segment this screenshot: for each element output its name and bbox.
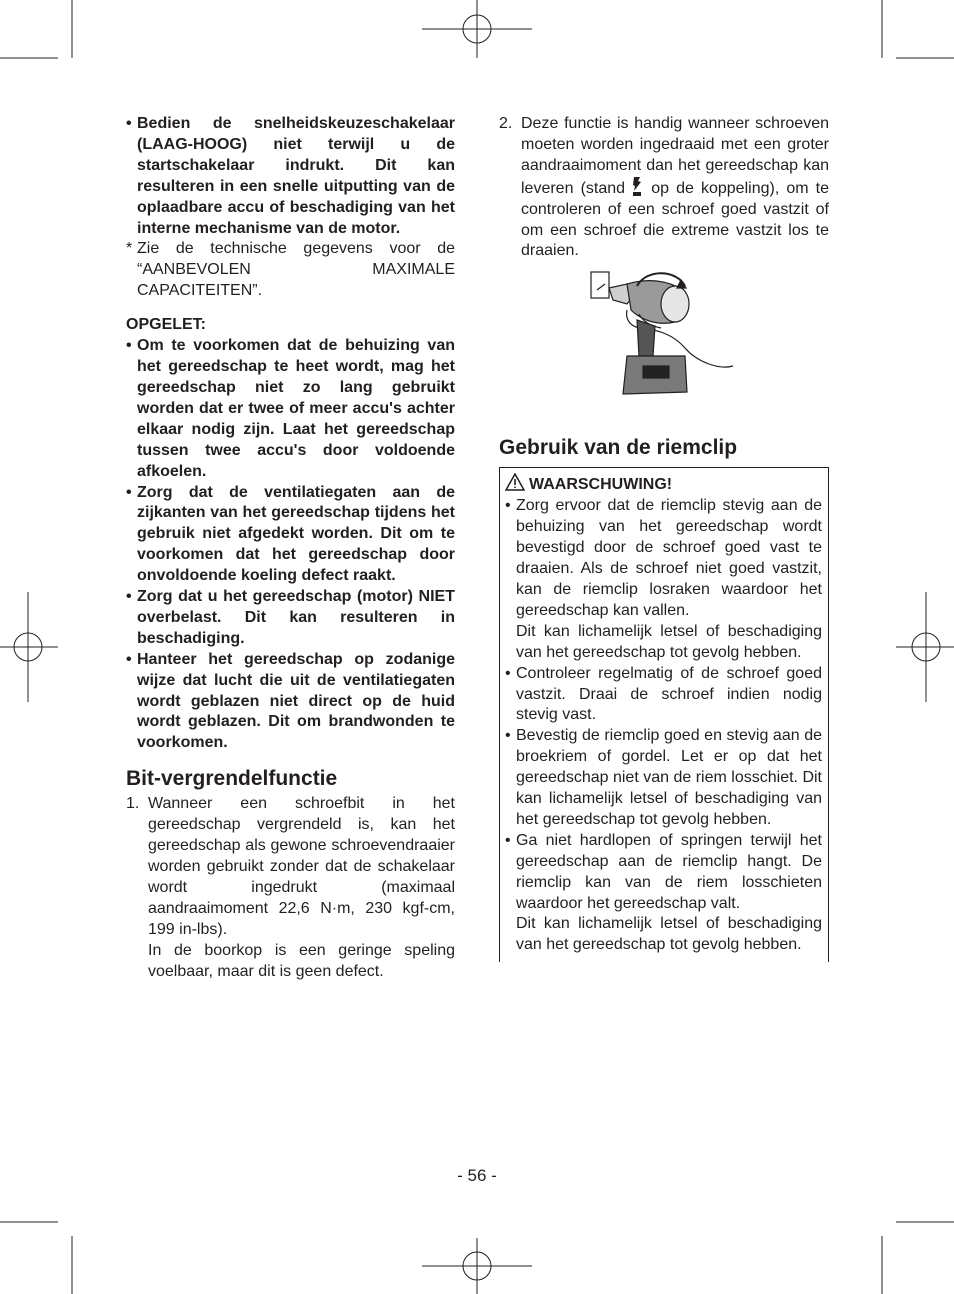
warning-triangle-icon	[505, 473, 525, 491]
warning-title-row	[505, 473, 822, 496]
warning-subtext: Dit kan lichamelijk letsel of beschadiging van het gereedschap tot gevolg hebben.	[516, 622, 822, 661]
footnote-item	[126, 239, 455, 302]
bit-lock-heading: Bit-vergrendelfunctie	[126, 767, 338, 791]
footnote-text: Zie de technische gegevens voor de “AANBEVOLEN MAXIMALE CAPACITEITEN”.	[137, 240, 455, 300]
warning-subtext: Dit kan lichamelijk letsel of beschadiging van het gereedschap tot gevolg hebben.	[516, 915, 822, 954]
caution-text: Zorg dat de ventilatiegaten aan de zijkanten van het gereedschap tijdens het gebruik niet afgedekt worden. Dit om te voorkomen dat het gereedschap door onvoldoende koeling defect raakt.	[137, 483, 455, 585]
drill-image	[587, 270, 737, 402]
warning-text: Controleer regelmatig of de schroef goed vastzit. Draai de schroef indien nodig stevig vast.	[516, 664, 822, 724]
warning-text: Zorg ervoor dat de riemclip stevig aan de behuizing van het gereedschap wordt bevestigd door de schroef goed vast te draaien. Als de schroef niet goed vastzit, kan de riemclip losraken waardoor het gereedschap kan vallen.	[516, 497, 822, 619]
footnote-marker: *	[126, 240, 133, 258]
bullet-marker: •	[126, 115, 132, 132]
list-item: • Zorg dat u het gereedschap (motor) NIET overbelast. Dit kan resulteren in beschadiging.	[126, 588, 455, 647]
numbered-text-cont: op de koppeling), om te controleren of een schroef goed vastzit of om een schroef die extreme vastzit los te draaien.	[521, 179, 829, 260]
caution-text: Zorg dat u het gereedschap (motor) NIET overbelast. Dit kan resulteren in beschadiging.	[137, 588, 455, 647]
caution-title: OPGELET:	[126, 316, 207, 334]
warning-item: • Zorg ervoor dat de riemclip stevig aan de behuizing van het gereedschap wordt bevestigd door de schroef goed vast te draaien. Als de schroef niet goed vastzit, kan de riemclip losraken waardoor het gereedschap kan vallen.	[505, 497, 822, 619]
numbered-text: Deze functie is handig wanneer schroeven moeten worden ingedraaid met een groter aandraaimoment dan het gereedschap kan leveren (stand	[521, 115, 829, 197]
list-item: • Hanteer het gereedschap op zodanige wijze dat lucht die uit de ventilatiegaten wordt geblazen niet direct op de huid wordt geblazen. Dit om brandwonden te voorkomen.	[126, 650, 455, 752]
list-item	[126, 114, 455, 239]
warning-item: • Bevestig de riemclip goed en stevig aan de broekriem of gordel. Let er op dat het gereedschap niet van de riem losschiet. Dit kan lichamelijk letsel of beschadiging van het gereedschap tot gevolg hebben.	[505, 727, 822, 828]
belt-clip-heading: Gebruik van de riemclip	[499, 436, 738, 460]
page-number: - 56 -	[457, 1166, 497, 1185]
warning-title: WAARSCHUWING!	[529, 476, 673, 494]
numbered-text: Wanneer een schroefbit in het gereedschap vergrendeld is, kan het gereedschap als gewone schroevendraaier worden gebruikt zonder dat de schakelaar wordt ingedrukt (maximaal aandraaimoment 22,6 N·m, 230 kgf-cm, 199 in-lbs).	[148, 795, 455, 938]
warning-text: Bevestig de riemclip goed en stevig aan de broekriem of gordel. Let er op dat het gereedschap niet van de riem losschiet. Dit kan lichamelijk letsel of beschadiging van het gereedschap tot gevolg hebben.	[516, 727, 822, 828]
caution-text: Hanteer het gereedschap op zodanige wijze dat lucht die uit de ventilatiegaten wordt geblazen niet direct op de huid wordt geblazen. Dit om brandwonden te voorkomen.	[137, 650, 455, 752]
list-item: • Om te voorkomen dat de behuizing van het gereedschap te heet wordt, mag het gereedschap niet zo lang gebruikt worden dat er twee of meer accu's achter elkaar nodig zijn. Laat het gereedschap tussen twee accu's door voldoende afkoelen.	[126, 337, 455, 480]
numbered-item	[499, 114, 829, 262]
warning-box	[499, 467, 829, 962]
left-column	[126, 114, 455, 982]
numbered-item	[126, 794, 455, 940]
warning-item: • Controleer regelmatig of de schroef goed vastzit. Draai de schroef indien nodig stevig vast.	[505, 664, 822, 724]
drill-illustration	[499, 270, 829, 405]
warning-item: • Ga niet hardlopen of springen terwijl het gereedschap aan de riemclip hangt. De riemclip kan van de riem losschieten waardoor het gereedschap valt.	[505, 831, 822, 912]
bullet-text: Bedien de snelheidskeuzeschakelaar (LAAG-HOOG) niet terwijl u de startschakelaar indrukt. Dit kan resulteren in een snelle uitputting van de oplaadbare accu of beschadiging van het interne mechanisme van de motor.	[137, 115, 455, 237]
item-number: 2.	[499, 115, 513, 132]
numbered-item-extra	[126, 941, 455, 983]
item-number: 1.	[126, 795, 140, 813]
right-column	[499, 114, 829, 962]
numbered-extra-text: In de boorkop is een geringe speling voelbaar, maar dit is geen defect.	[148, 941, 455, 980]
caution-text: Om te voorkomen dat de behuizing van het gereedschap te heet wordt, mag het gereedschap niet zo lang gebruikt worden dat er twee of meer accu's achter elkaar nodig zijn. Laat het gereedschap tussen twee accu's door voldoende afkoelen.	[137, 337, 455, 480]
list-item: • Zorg dat de ventilatiegaten aan de zijkanten van het gereedschap tijdens het gebruik niet afgedekt worden. Dit om te voorkomen dat het gereedschap door onvoldoende koeling defect raakt.	[126, 483, 455, 585]
warning-text: Ga niet hardlopen of springen terwijl het gereedschap aan de riemclip hangt. De riemclip kan van de riem losschieten waardoor het gereedschap valt.	[516, 831, 822, 912]
drill-clutch-icon	[632, 177, 642, 196]
